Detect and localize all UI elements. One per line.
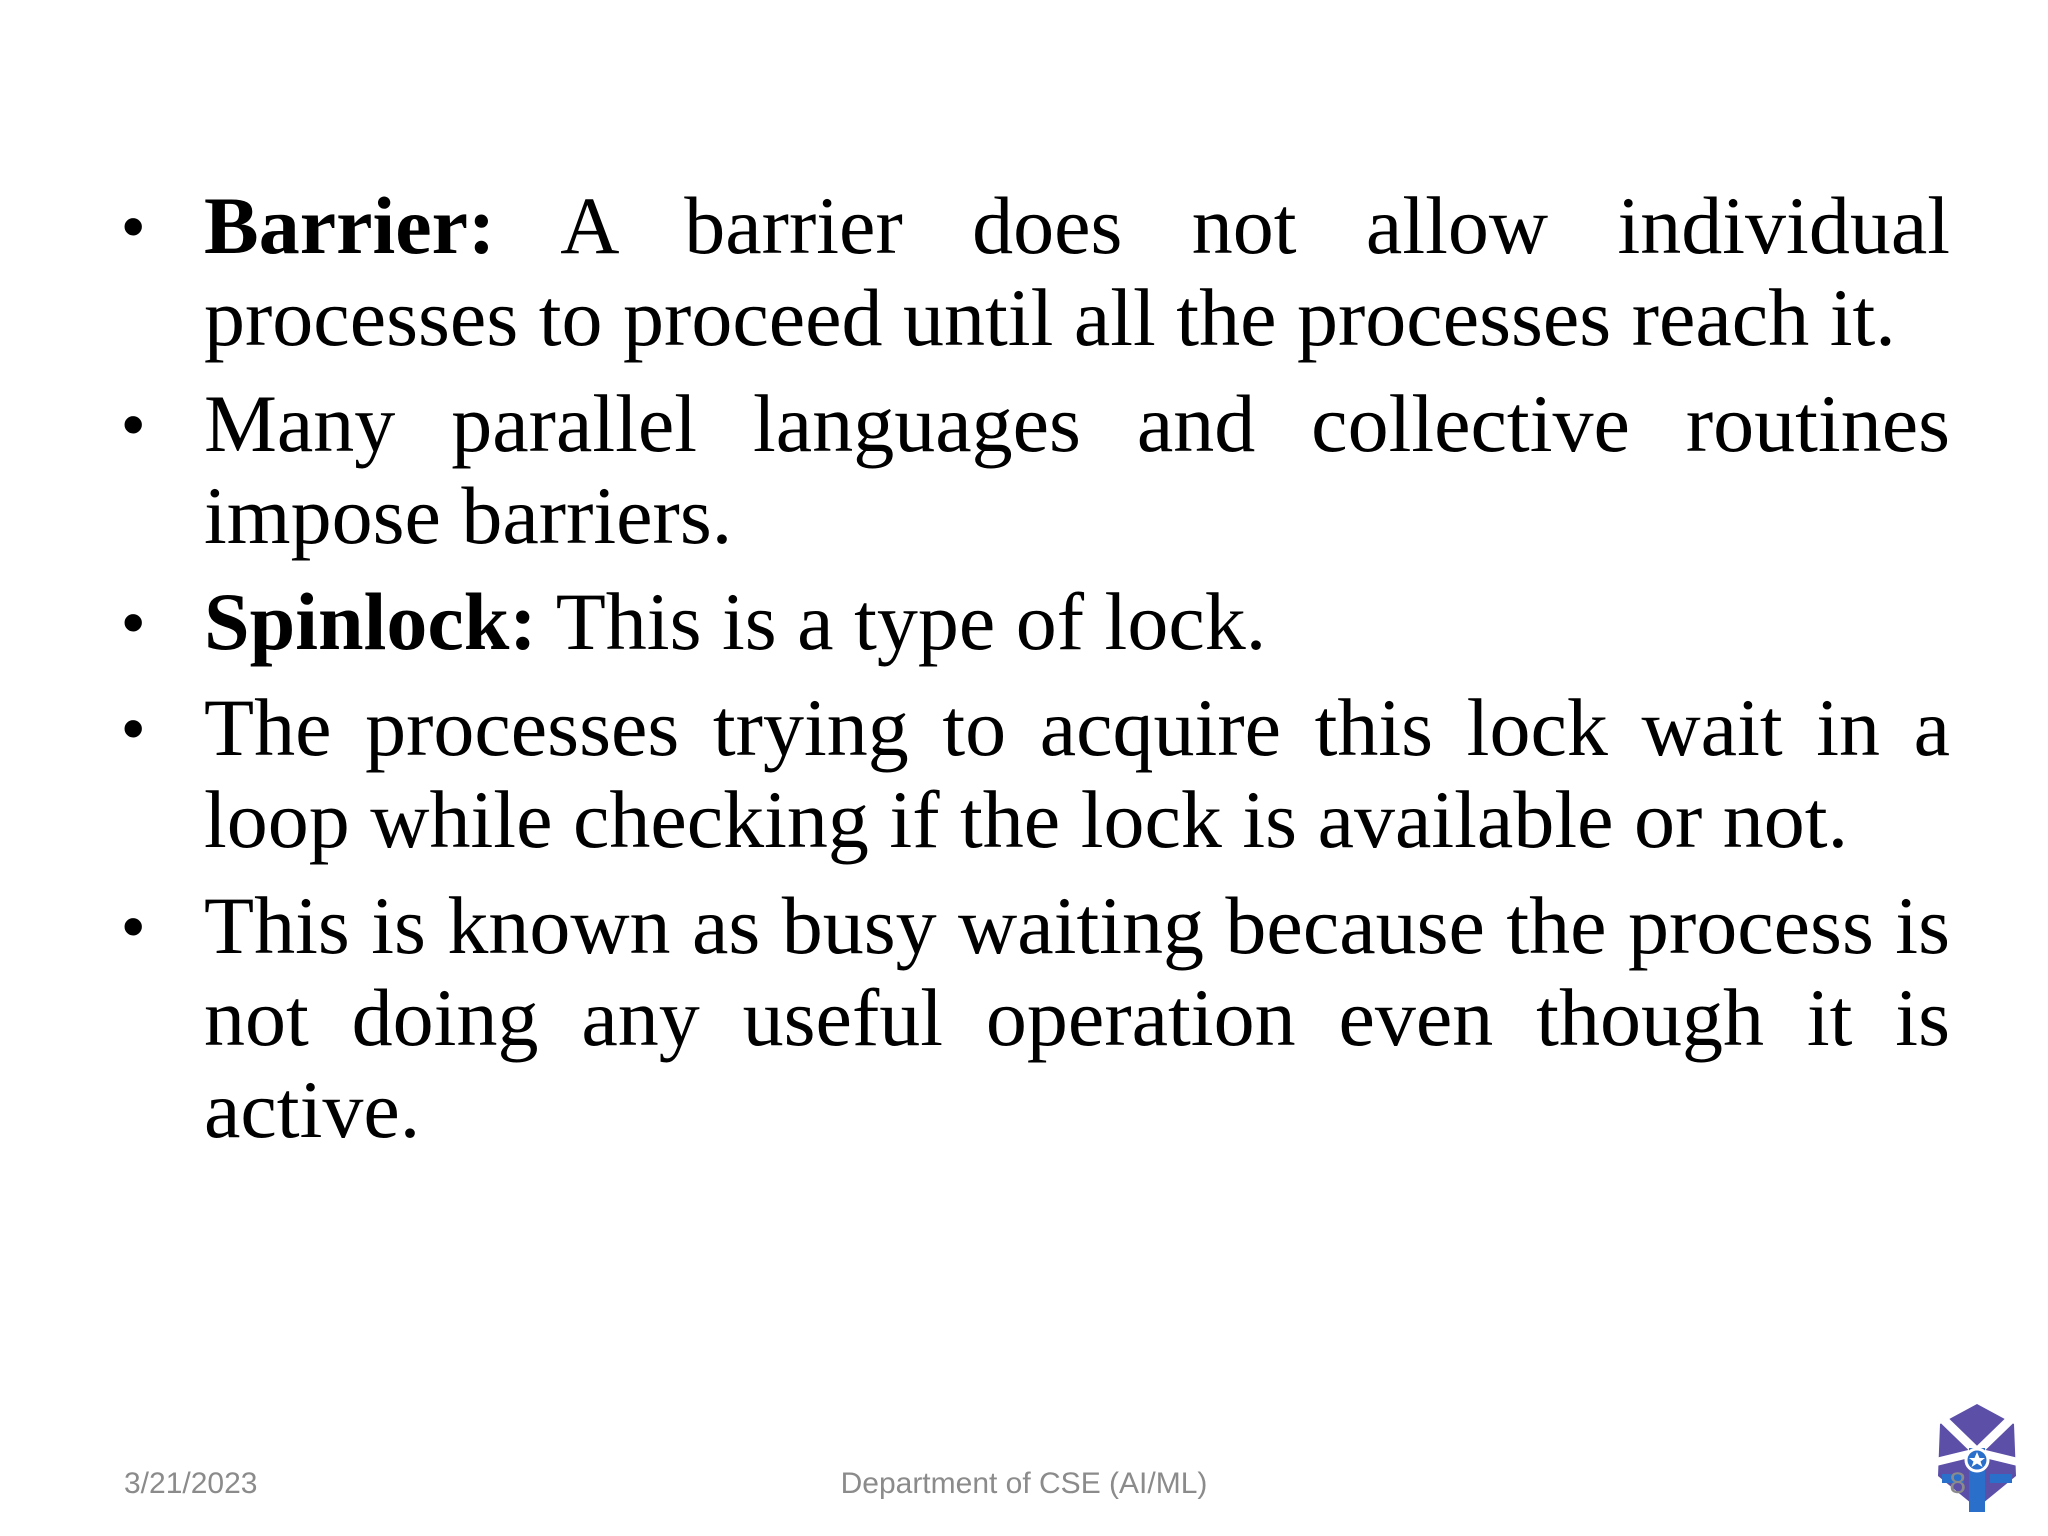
bullet-text: A barrier does not allow individual processes to proceed until all the processes reach it. (204, 180, 1950, 363)
footer-page-number: 8 (1949, 1467, 1966, 1500)
footer-department: Department of CSE (AI/ML) (840, 1467, 1208, 1500)
bullet-spinlock (120, 576, 1950, 668)
bullet-text: Many parallel languages and collective routines impose barriers. (204, 378, 1950, 561)
bullet-term: Spinlock: (204, 576, 537, 667)
bullet-parallel-languages (120, 378, 1950, 562)
footer-date: 3/21/2023 (124, 1467, 258, 1500)
bullet-list (120, 180, 1950, 1170)
bullet-text: The processes trying to acquire this lock wait in a loop while checking if the lock is available or not. (204, 682, 1950, 865)
bullet-text: This is a type of lock. (536, 576, 1267, 667)
bullet-text: This is known as busy waiting because the process is not doing any useful operation even though it is active. (204, 880, 1950, 1155)
bullet-term: Barrier: (204, 180, 496, 271)
bullet-lock-wait (120, 682, 1950, 866)
bullet-barrier (120, 180, 1950, 364)
bullet-busy-waiting (120, 880, 1950, 1156)
